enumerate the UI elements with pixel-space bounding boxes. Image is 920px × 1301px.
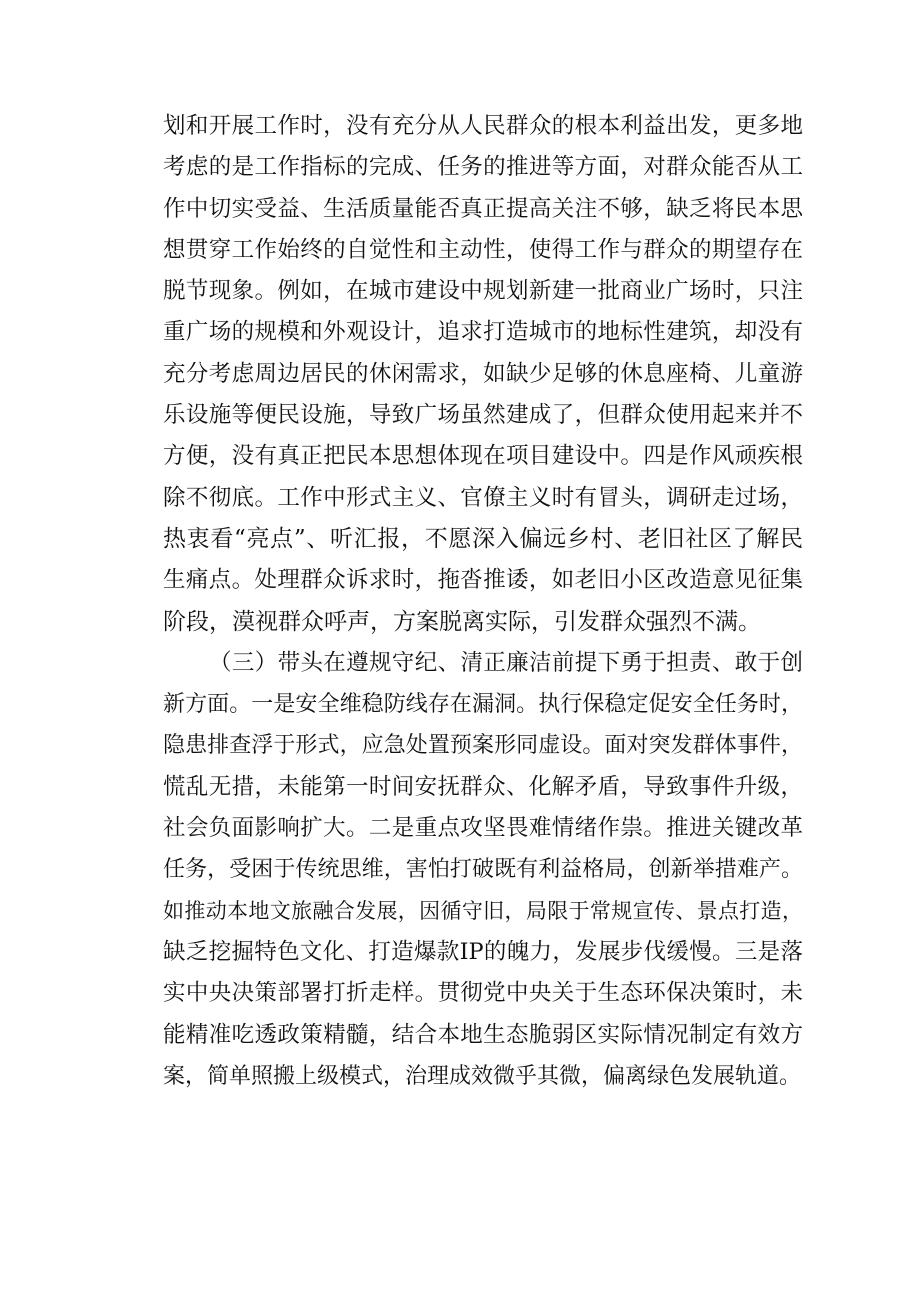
text-line: 方便，没有真正把民本思想体现在项目建设中。四是作风顽疾根 xyxy=(163,443,803,470)
text-line: 考虑的是工作指标的完成、任务的推进等方面，对群众能否从工 xyxy=(163,154,803,181)
paragraph-end-line: 案，简单照搬上级模式，治理成效微乎其微，偏离绿色发展轨道。 xyxy=(163,1063,802,1089)
body-text xyxy=(163,106,803,1097)
text-line: 缺乏挖掘特色文化、打造爆款IP的魄力，发展步伐缓慢。三是落 xyxy=(163,938,803,965)
section-heading-line: （三）带头在遵规守纪、清正廉洁前提下勇于担责、敢于创 xyxy=(209,649,803,676)
text-line: 重广场的规模和外观设计，追求打造城市的地标性建筑，却没有 xyxy=(163,319,803,346)
text-line: 充分考虑周边居民的休闲需求，如缺少足够的休息座椅、儿童游 xyxy=(163,360,803,387)
text-line: 作中切实受益、生活质量能否真正提高关注不够，缺乏将民本思 xyxy=(163,195,803,222)
text-line: 生痛点。处理群众诉求时，拖沓推诿，如老旧小区改造意见征集 xyxy=(163,567,803,594)
text-line: 任务，受困于传统思维，害怕打破既有利益格局，创新举措难产。 xyxy=(163,857,803,883)
text-line: 社会负面影响扩大。二是重点攻坚畏难情绪作祟。推进关键改革 xyxy=(163,815,803,842)
text-line: 隐患排查浮于形式，应急处置预案形同虚设。面对突发群体事件， xyxy=(163,733,803,759)
text-line: 慌乱无措，未能第一时间安抚群众、化解矛盾，导致事件升级， xyxy=(163,773,803,800)
text-line: 如推动本地文旅融合发展，因循守旧，局限于常规宣传、景点打造， xyxy=(163,898,803,923)
text-line: 想贯穿工作始终的自觉性和主动性，使得工作与群众的期望存在 xyxy=(163,236,803,263)
paragraph-end-line: 阶段，漠视群众呼声，方案脱离实际，引发群众强烈不满。 xyxy=(163,608,761,635)
text-line: 乐设施等便民设施，导致广场虽然建成了，但群众使用起来并不 xyxy=(163,402,803,429)
text-line: 除不彻底。工作中形式主义、官僚主义时有冒头，调研走过场， xyxy=(163,484,803,511)
text-line: 能精准吃透政策精髓，结合本地生态脆弱区实际情况制定有效方 xyxy=(163,1021,803,1048)
text-line: 实中央决策部署打折走样。贯彻党中央关于生态环保决策时，未 xyxy=(163,980,803,1007)
text-line: 新方面。一是安全维稳防线存在漏洞。执行保稳定促安全任务时， xyxy=(163,692,803,718)
text-line: 划和开展工作时，没有充分从人民群众的根本利益出发，更多地 xyxy=(163,113,803,139)
text-line: 脱节现象。例如，在城市建设中规划新建一批商业广场时，只注 xyxy=(163,278,803,305)
text-line: 热衷看“亮点”、听汇报，不愿深入偏远乡村、老旧社区了解民 xyxy=(163,525,803,552)
